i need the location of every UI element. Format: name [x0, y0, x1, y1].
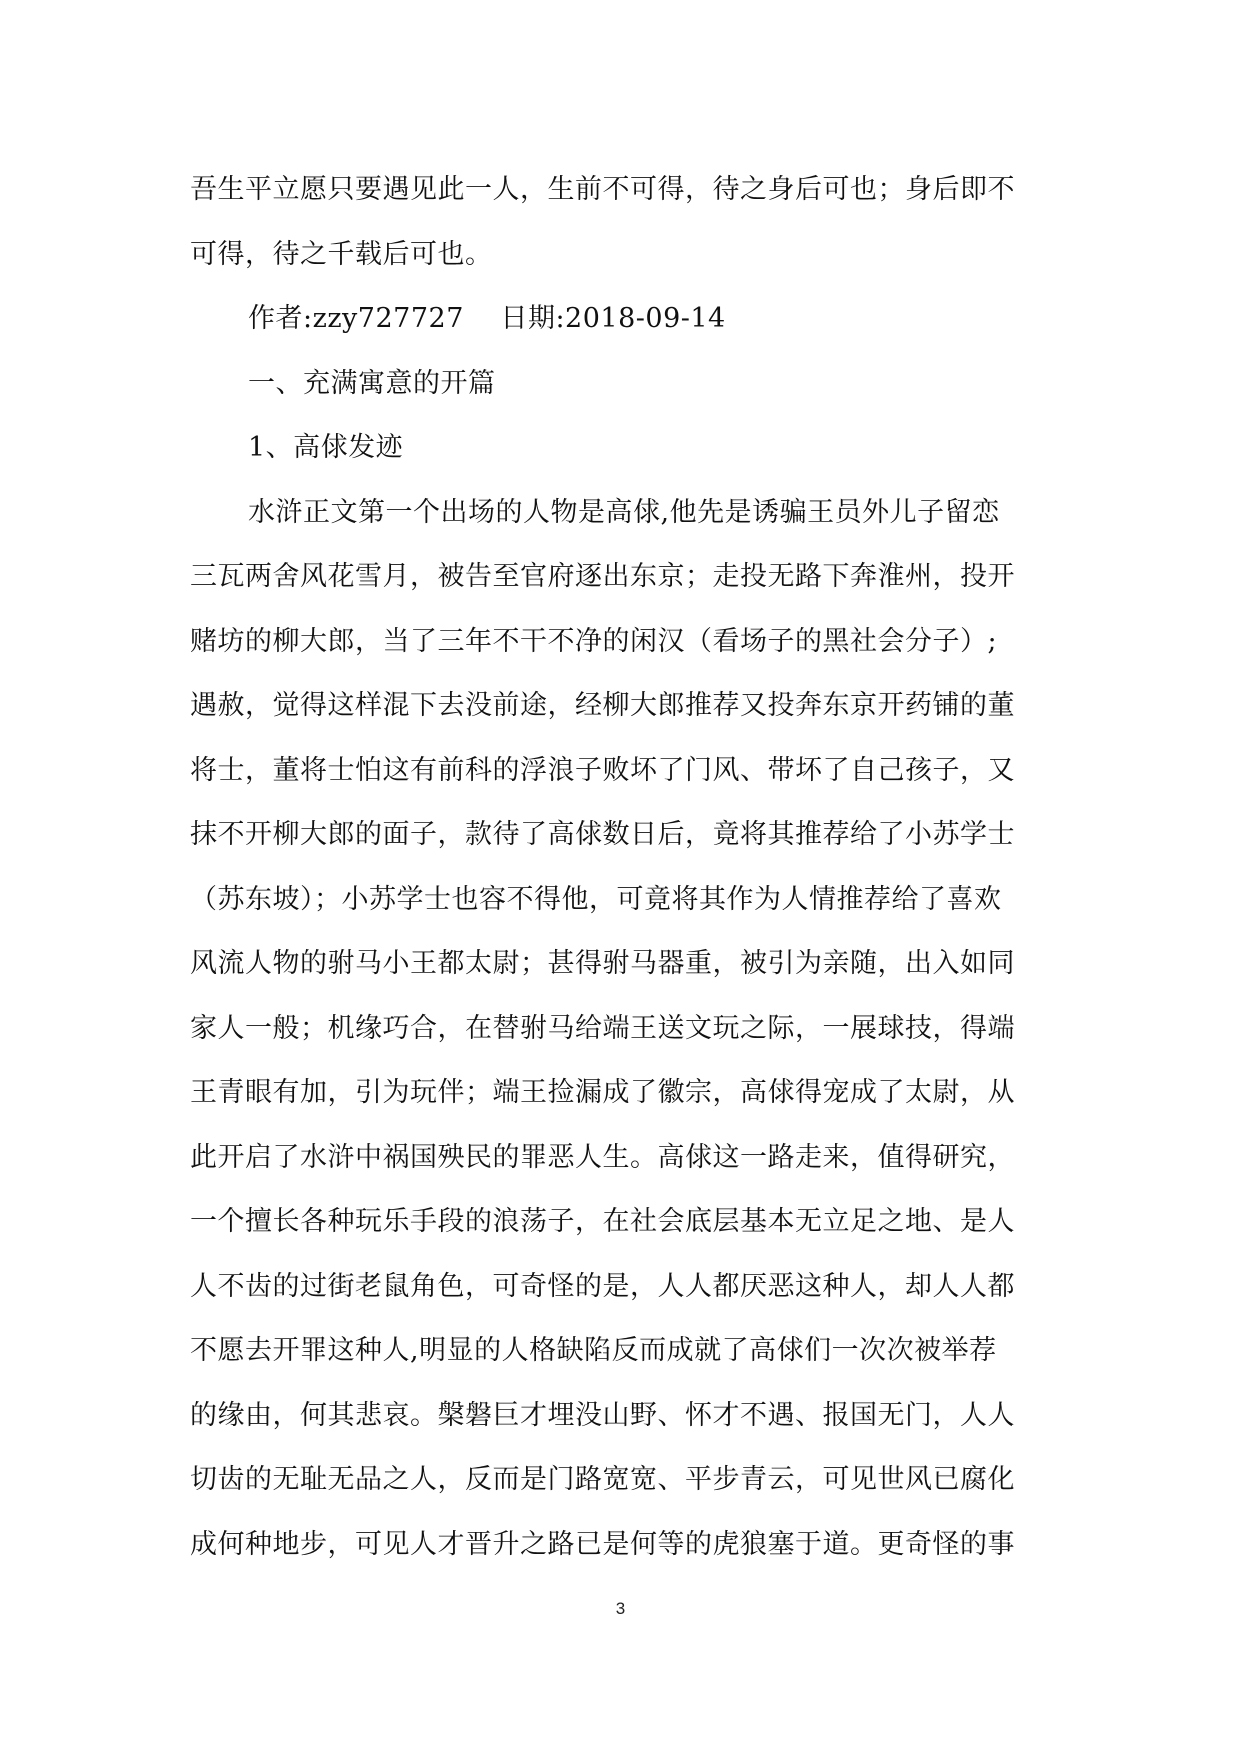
section-heading: 一、充满寓意的开篇 — [248, 367, 496, 399]
text-line: 抹不开柳大郎的面子，款待了高俅数日后，竟将其推荐给了小苏学士 — [190, 819, 1015, 850]
text-line: （苏东坡）；小苏学士也容不得他，可竟将其作为人情推荐给了喜欢 — [190, 883, 1002, 915]
text-line: 王青眼有加，引为玩伴；端王捡漏成了徽宗，高俅得宠成了太尉，从 — [190, 1077, 1015, 1108]
text-line: 家人一般；机缘巧合，在替驸马给端王送文玩之际，一展球技，得端 — [190, 1012, 1015, 1044]
text-line: 遇赦，觉得这样混下去没前途，经柳大郎推荐又投奔东京开药铺的董 — [190, 690, 1015, 721]
text-line: 人不齿的过街老鼠角色，可奇怪的是，人人都厌恶这种人，却人人都 — [190, 1270, 1015, 1302]
body-text — [190, 158, 1050, 1577]
text-line: 将士，董将士怕这有前科的浮浪子败坏了门风、带坏了自己孩子，又 — [190, 754, 1015, 786]
text-line: 三瓦两舍风花雪月，被告至官府逐出东京；走投无路下奔淮州，投开 — [190, 561, 1015, 592]
text-line: 一个擅长各种玩乐手段的浪荡子，在社会底层基本无立足之地、是人 — [190, 1206, 1015, 1237]
text-line: 赌坊的柳大郎，当了三年不干不净的闲汉（看场子的黑社会分子）; — [190, 625, 998, 657]
subsection-heading: 1、高俅发迹 — [248, 432, 404, 463]
text-line: 水浒正文第一个出场的人物是高俅,他先是诱骗王员外儿子留恋 — [248, 496, 1000, 528]
page-number: 3 — [615, 1599, 626, 1618]
text-line: 的缘由，何其悲哀。槃磐巨才埋没山野、怀才不遇、报国无门，人人 — [190, 1399, 1015, 1431]
text-line: 吾生平立愿只要遇见此一人，生前不可得，待之身后可也；身后即不 — [190, 174, 1015, 205]
author-date-line: 作者:zzy727727 日期:2018-09-14 — [248, 303, 726, 334]
text-line: 风流人物的驸马小王都太尉；甚得驸马器重，被引为亲随，出入如同 — [190, 948, 1015, 979]
text-line: 不愿去开罪这种人,明显的人格缺陷反而成就了高俅们一次次被举荐 — [190, 1335, 997, 1366]
text-line: 成何种地步，可见人才晋升之路已是何等的虎狼塞于道。更奇怪的事 — [190, 1528, 1015, 1560]
text-line: 可得，待之千载后可也。 — [190, 238, 493, 270]
text-line: 此开启了水浒中祸国殃民的罪恶人生。高俅这一路走来，值得研究， — [190, 1141, 1015, 1173]
text-line: 切齿的无耻无品之人，反而是门路宽宽、平步青云，可见世风已腐化 — [190, 1464, 1015, 1495]
